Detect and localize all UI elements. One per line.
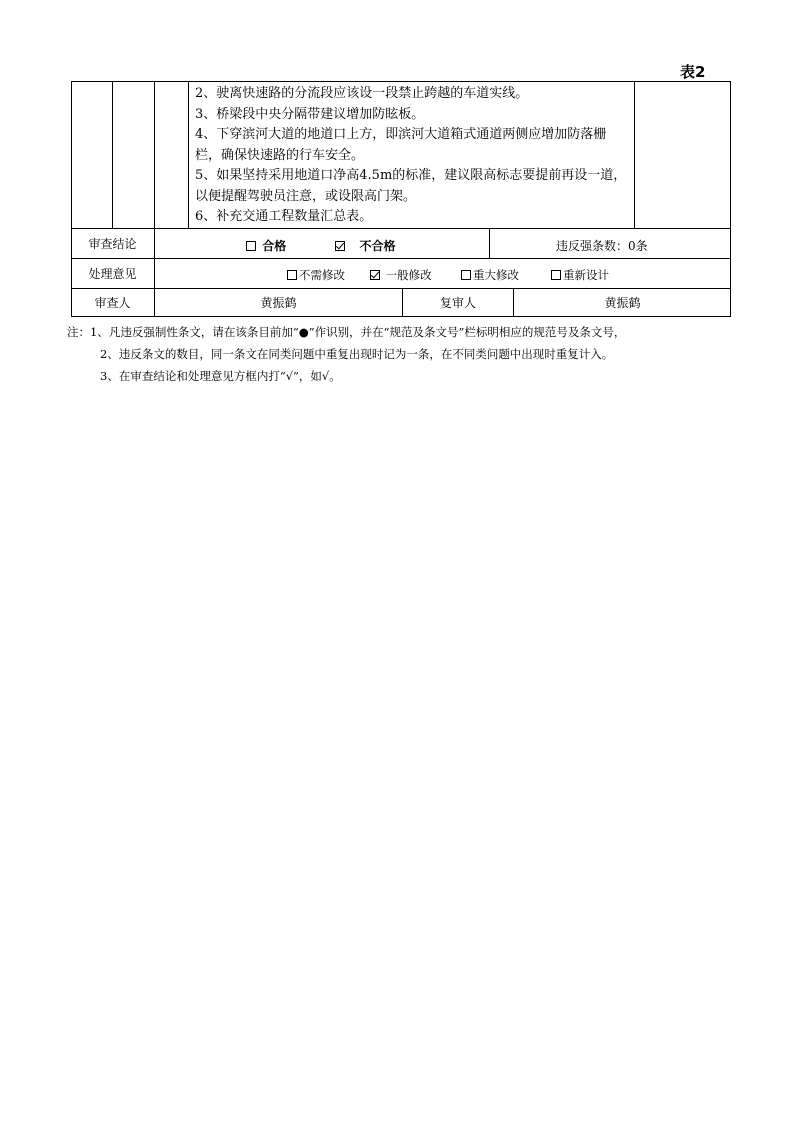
handling-option-major[interactable]: 重大修改: [461, 267, 519, 283]
handling-label: 处理意见: [88, 267, 137, 281]
checkbox-icon: [551, 270, 561, 280]
checkbox-icon: [246, 241, 256, 251]
conclusion-label: 审查结论: [88, 237, 137, 251]
review-item: 3、桥梁段中央分隔带建议增加防眩板。: [195, 106, 425, 122]
footnotes: [67, 321, 625, 387]
conclusion-option-fail[interactable]: 不合格: [335, 237, 396, 254]
reviewer-name-cell: [155, 288, 403, 317]
handling-options-cell: [155, 258, 731, 289]
checked-checkbox-icon: [370, 270, 380, 280]
col-divider-2: [154, 81, 155, 229]
table-label: 表2: [680, 63, 706, 81]
checked-checkbox-icon: [335, 241, 345, 251]
checkbox-icon: [461, 270, 471, 280]
review-item: 2、驶离快速路的分流段应该设一段禁止跨越的车道实线。: [195, 86, 529, 101]
col-divider-4: [634, 81, 635, 229]
review-item: 5、如果坚持采用地道口净高4.5m的标准，建议限高标志要提前再设一道，以便提醒驾驶员注意，或设限高门架。: [195, 168, 627, 204]
rechecker-label: 复审人: [439, 296, 476, 310]
conclusion-option-pass[interactable]: 合格: [246, 237, 286, 254]
handling-option-minor[interactable]: 一般修改: [370, 267, 432, 283]
handling-option-no-change[interactable]: 不需修改: [287, 267, 345, 283]
reviewer-name: 黄振鹤: [260, 296, 297, 310]
violations-cell: [490, 228, 731, 259]
review-item: 6、补充交通工程数量汇总表。: [195, 209, 373, 224]
handling-option-redesign[interactable]: 重新设计: [551, 267, 609, 283]
footnote: 3、在审查结论和处理意见方框内打“√”，如√。: [100, 369, 341, 383]
rechecker-name: 黄振鹤: [604, 296, 641, 310]
rechecker-label-cell: [403, 288, 514, 317]
conclusion-label-cell: [71, 228, 155, 259]
reviewer-label: 审查人: [94, 296, 131, 310]
col-divider-3: [188, 81, 189, 229]
reviewer-label-cell: [71, 288, 155, 317]
review-items-list: [195, 84, 632, 228]
review-item: 4、下穿滨河大道的地道口上方，即滨河大道箱式通道两侧应增加防落栅栏，确保快速路的行车安全。: [195, 127, 607, 163]
col-divider-1: [112, 81, 113, 229]
conclusion-options-cell: [155, 228, 490, 259]
footnote: 2、违反条文的数目，同一条文在同类问题中重复出现时记为一条，在不同类问题中出现时重复计入。: [100, 347, 614, 361]
rechecker-name-cell: [514, 288, 731, 317]
footnote: 注：1、凡违反强制性条文，请在该条目前加“●”作识别，并在“规范及条文号”栏标明相应的规范号及条文号，: [67, 325, 626, 339]
handling-label-cell: [71, 258, 155, 289]
checkbox-icon: [287, 270, 297, 280]
violations-count: 违反强条数：0条: [556, 239, 648, 253]
